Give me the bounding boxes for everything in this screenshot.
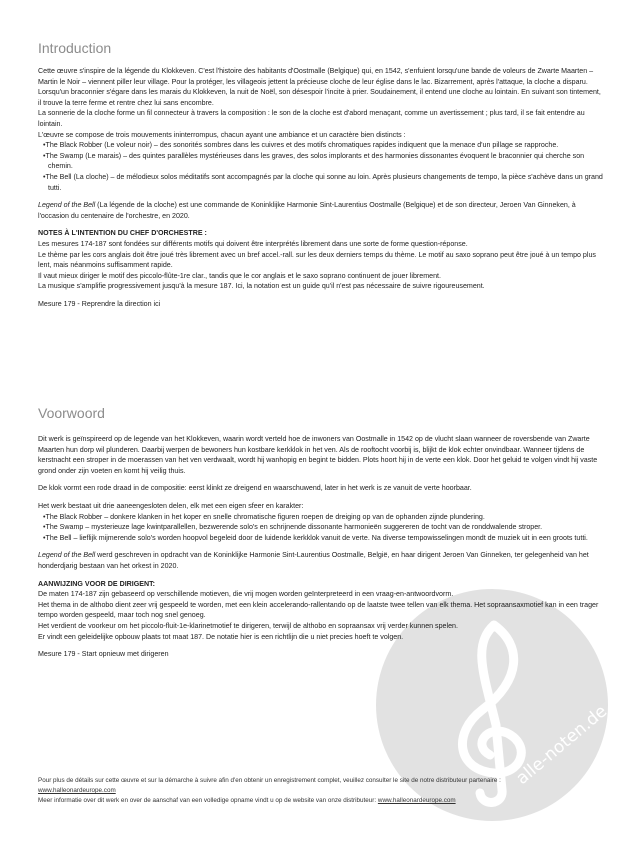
list-item: •The Swamp – mysterieuze lage kwintparallellen, bezwerende solo's en schrijnende dissonante harmonieën suggereren de tocht van de ronddwalende stroper. xyxy=(43,523,543,532)
paragraph xyxy=(38,200,604,221)
paragraph: Er vindt een geleidelijke opbouw plaats tot maat 187. De notatie hier is een richtlijn die u niet precies hoeft te volgen. xyxy=(38,632,404,641)
paragraph: Cette œuvre s'inspire de la légende du Klokkeven. C'est l'histoire des habitants d'Oostmalle (Belgique) qui, en 1542, s'enfuient lorsqu'une bande de voleurs de Zwarte Maarten – Martin le Noir – viennent piller leur village. Pour la protéger, les villageois jettent la précieuse cloche de leur église dans le lac. Bizarrement, après l'attaque, la cloche a disparu. Lorsqu'un braconnier s'égare dans les marais du Klokkeven, la nuit de Noël, son désespoir l'incite à prier. Soudainement, il entend une cloche au lointain. En suivant son tintement, il trouve la terre ferme et rentre chez lui sans encombre. xyxy=(38,67,601,107)
paragraph xyxy=(38,550,604,571)
measure-note: Mesure 179 - Reprendre la direction ici xyxy=(38,299,161,308)
list-item: •The Bell – lieflijk mijmerende solo's worden hoopvol begeleid door de luidende kerkklok vanuit de verte. Na diverse tempowisselingen mondt de muziek uit in een groots tutti. xyxy=(43,533,588,542)
footer-line-nl: Meer informatie over dit werk en over de aanschaf van een volledige opname vindt u op de website van onze distributeur: www.halleonardeurope.com xyxy=(38,797,456,804)
section-fr xyxy=(38,66,604,309)
paragraph: De maten 174-187 zijn gebaseerd op verschillende motieven, die vrij mogen worden geïnterpreteerd in een vraag-en-antwoordvorm. xyxy=(38,590,454,599)
paragraph: La sonnerie de la cloche forme un fil connecteur à travers la composition : le son de la cloche est d'abord menaçant, comme un avertissement ; plus tard, il se fait entendre au lointain. xyxy=(38,109,585,128)
list-item: •The Black Robber – donkere klanken in het koper en snelle chromatische figuren roepen de dreiging op van de ophanden zijnde plundering. xyxy=(43,512,485,521)
section-heading-fr: Introduction xyxy=(38,40,112,56)
paragraph: Dit werk is geïnspireerd op de legende van het Klokkeven, waarin wordt verteld hoe de inwoners van Oostmalle in 1542 op de vlucht slaan wanneer de roversbende van Zwarte Maarten hun dorp wil plunderen. Daarbij werpen de bewoners hun kostbare kerkklok in het ven. Als de rooftocht voorbij is, blijkt de klok echter onvindbaar. Wanneer tijdens de kerstnacht een stroper in de moerassen van het ven verdwaalt, wordt hij wanhopig en begint te bidden. Plots hoort hij in de verte een klok. Door het geluid te volgen vindt hij vaste grond onder zijn voeten en komt hij veilig thuis. xyxy=(38,435,598,475)
paragraph: Les mesures 174-187 sont fondées sur différents motifs qui doivent être interprétés librement dans une sorte de forme question-réponse. xyxy=(38,239,468,248)
distributor-link[interactable]: www.halleonardeurope.com xyxy=(377,797,456,804)
watermark-text: alle-noten.de xyxy=(512,701,612,789)
paragraph: Il vaut mieux diriger le motif des piccolo-flûte-1re clar., tandis que le cor anglais et le saxo soprano continuent de jouer librement. xyxy=(38,271,441,280)
footer-line-fr: Pour plus de détails sur cette œuvre et sur la démarche à suivre afin d'en obtenir un enregistrement complet, veuillez consulter le site de notre distributeur partenaire : xyxy=(38,777,501,784)
list-item: •The Black Robber (Le voleur noir) – des sonorités sombres dans les cuivres et des motifs chromatiques rapides indiquent que la menace d'un pillage se rapproche. xyxy=(43,141,559,150)
list-item: •The Bell (La cloche) – de mélodieux solos méditatifs sont accompagnés par la cloche qui sonne au loin. Après plusieurs changements de tempo, la pièce s'achève dans un grand tutti. xyxy=(43,172,603,192)
distributor-link[interactable]: www.halleonardeurope.com xyxy=(38,787,116,794)
paragraph: Het thema in de althobo dient zeer vrij gespeeld te worden, met een klein accelerando-rallentando op de laatste twee tellen van elk thema. Het sopraansaxmotief kan in een trager tempo worden gespeeld, maar toch nog snel genoeg. xyxy=(38,600,599,620)
paragraph: Het werk bestaat uit drie aaneengesloten delen, elk met een eigen sfeer en karakter: xyxy=(38,501,304,510)
paragraph: Le thème par les cors anglais doit être joué très librement avec un bref accel.-rall. sur les deux derniers temps du thème. Le motif au saxo soprano peut être joué à un tempo plus lent, mais néanmoins suffisamment rapide. xyxy=(38,250,596,270)
notes-heading: AANWIJZING VOOR DE DIRIGENT: xyxy=(38,579,156,588)
notes-heading: NOTES À L'INTENTION DU CHEF D'ORCHESTRE : xyxy=(38,229,207,238)
commission-text: werd geschreven in opdracht van de Koninklijke Harmonie Sint-Laurentius Oostmalle, België, en haar dirigent Jeroen Van Ginneken, ter gelegenheid van het honderdjarig bestaan van het orkest in 2020. xyxy=(38,551,589,570)
work-title: Legend of the Bell xyxy=(38,551,96,560)
paragraph: L'œuvre se compose de trois mouvements ininterrompus, chacun ayant une ambiance et un caractère bien distincts : xyxy=(38,130,406,139)
commission-text: (La légende de la cloche) est une commande de Koninklijke Harmonie Sint-Laurentius Oostmalle (Belgique) et de son directeur, Jeroen Van Ginneken, à l'occasion du centenaire de l'orchestre, en 2020. xyxy=(38,201,576,220)
footer xyxy=(38,776,604,806)
list-item: •The Swamp (Le marais) – des quintes parallèles mystérieuses dans les graves, des solos implorants et des harmonies dissonantes évoquent le braconnier qui cherche son chemin. xyxy=(43,151,585,171)
work-title: Legend of the Bell xyxy=(38,201,96,210)
measure-note: Mesure 179 - Start opnieuw met dirigeren xyxy=(38,650,169,659)
paragraph: La musique s'amplifie progressivement jusqu'à la mesure 187. Ici, la notation est un guide qu'il n'est pas nécessaire de suivre rigoureusement. xyxy=(38,282,485,291)
paragraph: De klok vormt een rode draad in de compositie: eerst klinkt ze dreigend en waarschuwend, later in het werk is ze vanuit de verte hoorbaar. xyxy=(38,484,472,493)
paragraph: Het verdient de voorkeur om het piccolo-fluit-1e-klarinetmotief te dirigeren, terwijl de althobo en sopraansax vrij verder kunnen spelen. xyxy=(38,621,458,630)
section-heading-nl: Voorwoord xyxy=(38,405,105,421)
